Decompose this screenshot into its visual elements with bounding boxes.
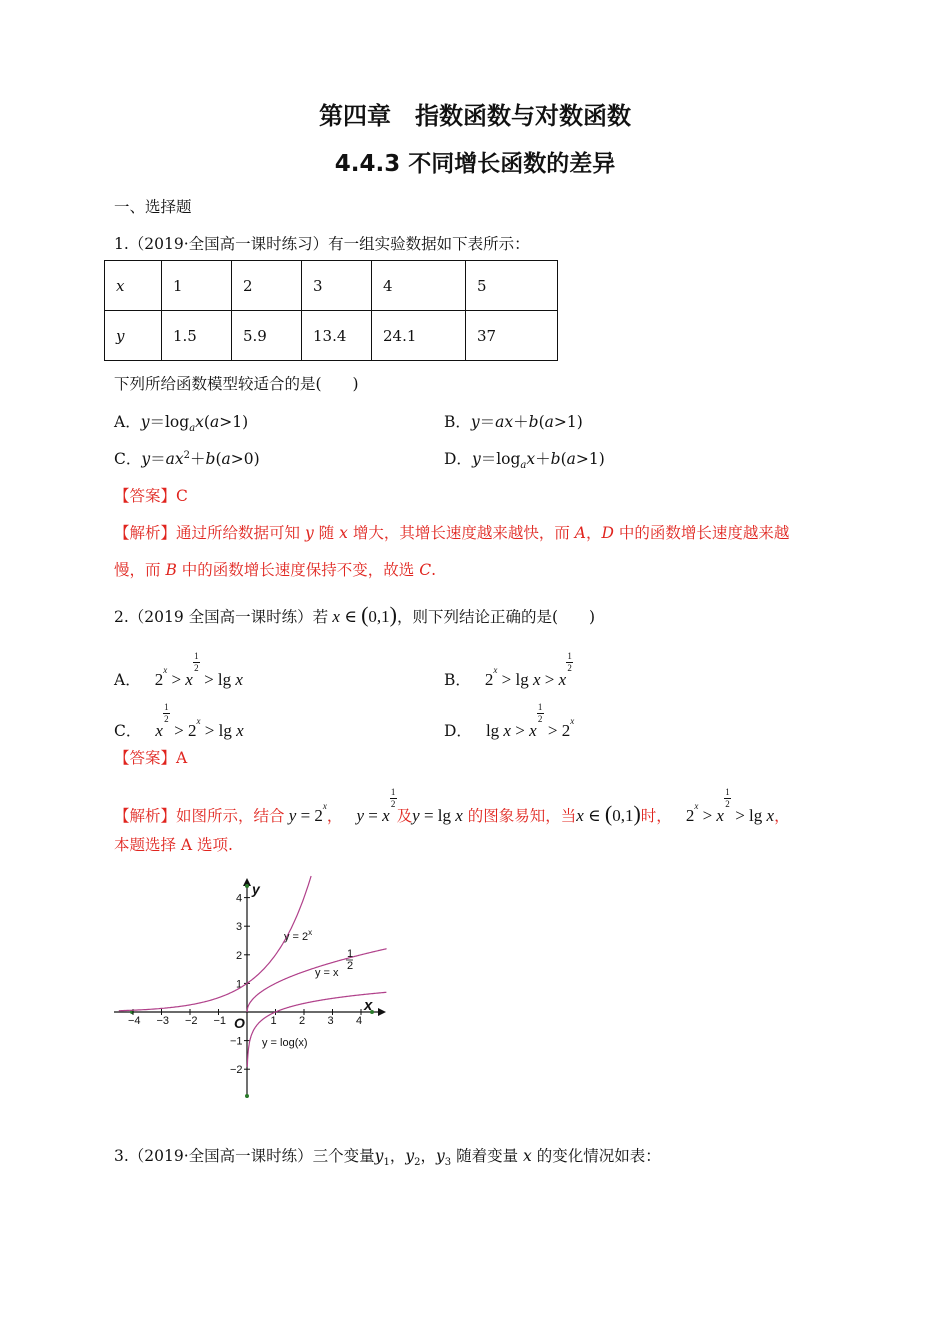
section-label: 一、选择题 — [114, 198, 192, 216]
table-cell: 37 — [466, 311, 558, 361]
curve-exponential — [119, 876, 311, 1011]
q2-option-a: A． $2^x > x$ $\frac{1}{2}$ > lg x — [114, 651, 243, 689]
table-cell: 13.4 — [302, 311, 372, 361]
x-tick-label: 4 — [356, 1015, 363, 1027]
section-title: 4.4.3 不同增长函数的差异 — [334, 151, 616, 177]
y-axis-label: y — [252, 881, 260, 897]
y-tick-label: 2 — [236, 949, 243, 962]
table-cell: 1.5 — [162, 311, 232, 361]
table-cell: y — [105, 311, 162, 361]
x-axis-label: x — [364, 997, 373, 1014]
q1-analysis-line2: 慢，而 B 中的函数增长速度保持不变，故选 C. — [114, 561, 437, 579]
q2-stem: 2.（2019 全国高一课时练）若 x ∈ (0,1)，则下列结论正确的是( ) — [114, 602, 596, 627]
y-tick-label: 1 — [236, 978, 243, 991]
x-tick-label: 1 — [270, 1015, 277, 1027]
q1-option-b: B．y＝ax＋b(a>1) — [444, 413, 583, 431]
label-sqrt: y = x — [315, 967, 339, 979]
q1-answer: 【答案】C — [114, 487, 188, 505]
x-axis-arrow-icon — [378, 1008, 386, 1016]
table-row — [105, 261, 558, 311]
axis-end-dot — [245, 1094, 249, 1098]
q3-stem: 3.（2019·全国高一课时练）三个变量$y_1$，$y_2$，$y_3$ 随着变量 x 的变化情况如表： — [114, 1147, 661, 1169]
x-tick-label: −4 — [128, 1015, 141, 1027]
label-sqrt-exponent: 1 — [347, 948, 354, 960]
q1-question: 下列所给函数模型较适合的是( ) — [114, 375, 359, 393]
label-exponential: $y = 2^x$ — [284, 928, 313, 943]
q1-option-a: A．$y=\log_ax(a>1)$ — [114, 413, 249, 435]
x-tick-label: 2 — [299, 1015, 306, 1027]
table-cell: 2 — [232, 261, 302, 311]
q2-answer: 【答案】A — [114, 749, 188, 767]
q2-analysis-line2: 本题选择 A 选项. — [114, 836, 233, 854]
x-tick-label: −3 — [156, 1015, 170, 1027]
q2-option-d: D． lg x > x $\frac{1}{2}$ > $2^x$ — [444, 702, 575, 740]
q2-option-b: B． $2^x > \lg x > x$ $\frac{1}{2}$ — [444, 651, 572, 689]
q1-option-d: D．$y=\log_ax+b(a>1)$ — [444, 450, 605, 472]
table-cell: 5.9 — [232, 311, 302, 361]
q2-analysis-line1: 【解析】如图所示，结合 $y = 2^x$， y = x $\frac{1}{2}$ 及y = lg x 的图象易知，当x ∈ (0,1)时， $2^x > x$ $\frac{1}{2}$ > lg x， — [114, 787, 790, 826]
y-tick-label: −1 — [230, 1035, 243, 1048]
y-tick-label: 4 — [236, 892, 243, 905]
axis-end-dot — [245, 884, 249, 888]
table-cell: x — [105, 261, 162, 311]
q1-analysis-line1: 【解析】通过所给数据可知 y 随 x 增大，其增长速度越来越快，而 A，D 中的函数增长速度越来越 — [114, 524, 790, 542]
x-tick-label: 3 — [327, 1015, 334, 1027]
table-cell: 5 — [466, 261, 558, 311]
y-tick-label: 3 — [236, 921, 243, 934]
x-tick-label: −2 — [185, 1015, 198, 1027]
function-graph — [110, 872, 395, 1104]
label-sqrt-exponent: 2 — [347, 960, 354, 972]
data-table — [104, 260, 558, 361]
table-cell: 4 — [372, 261, 466, 311]
origin-label: O — [234, 1015, 245, 1031]
chapter-title: 第四章 指数函数与对数函数 — [319, 102, 631, 130]
x-tick-label: −1 — [213, 1015, 227, 1027]
table-cell: 3 — [302, 261, 372, 311]
table-row — [105, 311, 558, 361]
q1-stem: 1.（2019·全国高一课时练习）有一组实验数据如下表所示： — [114, 235, 530, 253]
y-tick-label: −2 — [230, 1064, 243, 1077]
q2-option-c: C． x $\frac{1}{2}$ > $2^x > \lg x$ — [114, 702, 244, 740]
label-log: y = log(x) — [262, 1037, 308, 1049]
table-cell: 1 — [162, 261, 232, 311]
table-cell: 24.1 — [372, 311, 466, 361]
q1-option-c: C．$y=ax^2+b(a>0)$ — [114, 449, 260, 468]
